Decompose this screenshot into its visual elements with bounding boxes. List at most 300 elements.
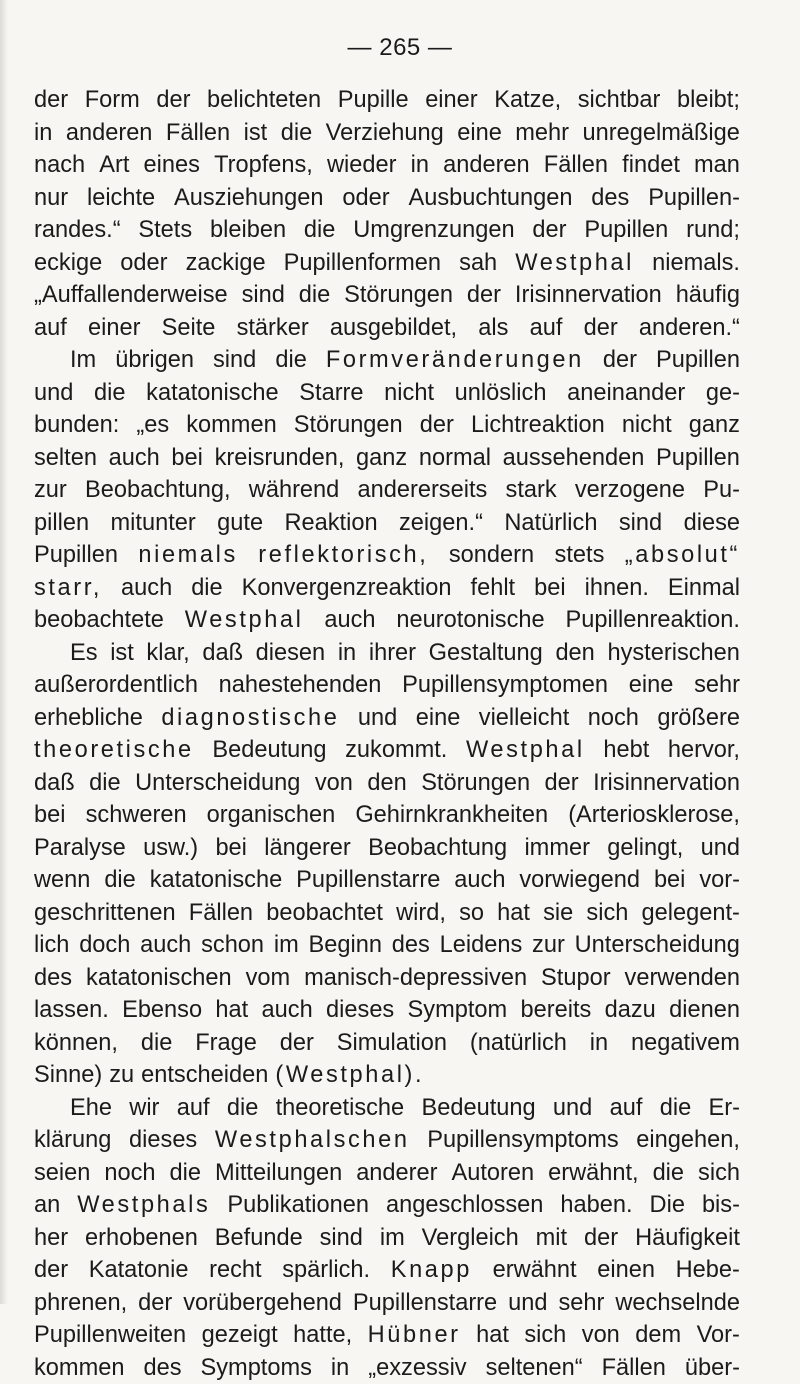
word: Katatonie (89, 1254, 189, 1287)
word: „exzessiv (368, 1352, 466, 1384)
word: auch (454, 864, 505, 897)
word: des (34, 962, 72, 995)
word: eingehen, (636, 1124, 740, 1157)
word: die (299, 279, 331, 312)
word: wieder (327, 149, 397, 182)
word: die (191, 572, 223, 605)
text-line (34, 994, 740, 1027)
word: klar, (146, 637, 189, 670)
word: ist (244, 117, 268, 150)
word: dazu (605, 994, 656, 1027)
word: her (34, 1222, 68, 1255)
word: spärlich. (282, 1254, 370, 1287)
text-line (34, 702, 740, 735)
word: ist (110, 637, 134, 670)
word: stärker (237, 312, 309, 345)
text-line (34, 1287, 740, 1320)
word: Pupillen (584, 214, 668, 247)
word: sind (242, 279, 285, 312)
word: des (392, 929, 430, 962)
word: sah (459, 247, 497, 280)
word: Im (70, 344, 96, 377)
word: sich (698, 1157, 740, 1190)
word: einer (425, 84, 477, 117)
word: eine (457, 117, 502, 150)
word: der (584, 312, 618, 345)
word: hat (476, 1319, 509, 1352)
word: Pupillenweiten (34, 1319, 186, 1352)
word: der (545, 767, 579, 800)
word: Reaktion (284, 507, 377, 540)
word: in (590, 1027, 608, 1060)
word: Pupillensymptomen (402, 669, 608, 702)
word: Hübner (368, 1319, 461, 1352)
word: hebt (603, 734, 649, 767)
word: seien (34, 1157, 90, 1190)
word: nicht (622, 409, 672, 442)
word: kommen (34, 1352, 124, 1384)
word: sich (586, 897, 628, 930)
word: vorwiegend (519, 864, 640, 897)
word: längerer (264, 832, 351, 865)
word: erhebliche (34, 702, 143, 735)
word: eine (416, 702, 461, 735)
text-line (34, 214, 740, 247)
word: Beginn (309, 929, 382, 962)
word: Art (99, 149, 129, 182)
text-line (34, 442, 740, 475)
word: Bedeutung (212, 734, 326, 767)
text-line (34, 897, 740, 930)
text-line (34, 929, 740, 962)
text-line (34, 832, 740, 865)
word: Stets (138, 214, 192, 247)
word: beobachtet (266, 897, 383, 930)
word: Stupor (541, 962, 611, 995)
word: hat (497, 897, 530, 930)
word: oder (342, 182, 389, 215)
word: Lichtreaktion (471, 409, 605, 442)
word: Konvergenzreaktion (242, 572, 452, 605)
word: lich (34, 929, 69, 962)
word: bei (654, 864, 686, 897)
word: der (280, 1027, 314, 1060)
word: katatonische (146, 377, 278, 410)
text-line (34, 1222, 740, 1255)
word: Westphal (185, 604, 304, 637)
word: schon (201, 929, 264, 962)
word: ihrer (369, 637, 416, 670)
word: organischen (207, 799, 336, 832)
word: der (138, 1287, 172, 1320)
word: klärung (34, 1124, 111, 1157)
text-line (34, 1059, 740, 1092)
word: diese (684, 507, 740, 540)
text-line (34, 799, 740, 832)
word: Unterscheidung (575, 929, 740, 962)
word: den (555, 637, 594, 670)
word: vom (246, 962, 291, 995)
text-line (34, 507, 740, 540)
word: Häufigkeit (635, 1222, 740, 1255)
text-line (34, 117, 740, 150)
word: in (411, 149, 429, 182)
text-line (34, 1124, 740, 1157)
word: katatonischen (86, 962, 232, 995)
word: Natürlich (504, 507, 597, 540)
page-body (34, 84, 740, 1384)
word: bei (534, 572, 566, 605)
word: phrenen, (34, 1287, 127, 1320)
word: diesen (256, 637, 326, 670)
word: der (584, 1222, 618, 1255)
word: Ebenso (122, 994, 202, 1027)
word: bei (171, 442, 203, 475)
word: nur (34, 182, 68, 215)
word: Seite (162, 312, 216, 345)
word: sichtbar (578, 84, 661, 117)
word: anderer (356, 1157, 437, 1190)
word: „absolut“ (625, 539, 740, 572)
word: der (34, 1254, 68, 1287)
word: Pupillenstarre (296, 864, 440, 897)
word: Pupillensymptoms (427, 1124, 618, 1157)
word: normal (419, 442, 491, 475)
text-line (34, 1352, 740, 1384)
word: diagnostische (161, 702, 339, 735)
word: reflektorisch, (258, 539, 428, 572)
scan-edge (0, 0, 8, 1304)
word: Pupillen- (648, 182, 740, 215)
word: kreisrunden, (215, 442, 345, 475)
word: von (582, 1319, 620, 1352)
word: wird, (396, 897, 446, 930)
word: zeigen.“ (399, 507, 483, 540)
word: lassen. (34, 994, 109, 1027)
word: pillen (34, 507, 89, 540)
word: die (227, 1092, 259, 1125)
word: findet (622, 149, 680, 182)
word: wenn (34, 864, 90, 897)
word: aneinander (567, 377, 685, 410)
text-line (34, 1092, 740, 1125)
word: Ausbuchtungen (408, 182, 572, 215)
word: Westphalschen (215, 1124, 410, 1157)
word: die (89, 767, 121, 800)
word: ausgebildet, (330, 312, 457, 345)
word: und (34, 377, 73, 410)
word: Publikationen (227, 1189, 369, 1222)
word: (natürlich (470, 1027, 567, 1060)
word: nach (34, 149, 85, 182)
word: noch (104, 1157, 155, 1190)
word: die (304, 214, 336, 247)
word: fehlt (471, 572, 516, 605)
word: noch (588, 702, 639, 735)
word: Ehe (70, 1092, 112, 1125)
word: mehr (515, 117, 569, 150)
word: niemals. (652, 247, 740, 280)
word: Irisinnervation (515, 279, 662, 312)
word: Beobachtung, (85, 474, 231, 507)
word: doch (79, 929, 130, 962)
word: anderen (66, 117, 153, 150)
word: rund; (686, 214, 740, 247)
word: theoretische (276, 1092, 405, 1125)
word: den (367, 767, 406, 800)
word: dem (635, 1319, 681, 1352)
word: Paralyse (34, 832, 126, 865)
text-line (34, 1027, 740, 1060)
word: unlöslich (455, 377, 547, 410)
word: und (508, 1287, 547, 1320)
word: der (34, 84, 68, 117)
word: Pupillen (34, 539, 118, 572)
word: auch (140, 929, 191, 962)
word: niemals (138, 539, 238, 572)
word: Er- (709, 1092, 740, 1125)
word: Umgrenzungen (353, 214, 514, 247)
word: in (331, 1352, 349, 1384)
word: größere (657, 702, 740, 735)
word: ihnen. (585, 572, 649, 605)
word: an (34, 1189, 60, 1222)
word: Störungen (421, 767, 530, 800)
word: starr, (34, 572, 102, 605)
word: Unterscheidung (135, 767, 300, 800)
word: Westphals (77, 1189, 210, 1222)
word: Knapp (391, 1254, 472, 1287)
word: beobachtete (34, 604, 164, 637)
word: haben. (560, 1189, 632, 1222)
word: auch (121, 572, 172, 605)
text-line (34, 84, 740, 117)
word: katatonische (150, 864, 282, 897)
word: auf (177, 1092, 210, 1125)
word: vorübergehend (183, 1287, 342, 1320)
text-line (34, 1157, 740, 1190)
text-line (34, 1319, 740, 1352)
word: Sinne) (34, 1059, 102, 1092)
word: unregelmäßige (583, 117, 740, 150)
word: Mitteilungen (215, 1157, 342, 1190)
word: angeschlossen (386, 1189, 543, 1222)
text-line (34, 409, 740, 442)
word: auf (530, 312, 563, 345)
word: zur (532, 929, 565, 962)
word: auch (262, 994, 313, 1027)
word: zukommt. (345, 734, 447, 767)
word: negativem (631, 1027, 740, 1060)
text-line (34, 669, 740, 702)
word: man (694, 149, 740, 182)
word: erwähnt (493, 1254, 577, 1287)
word: und (358, 702, 397, 735)
text-line (34, 1189, 740, 1222)
word: Verziehung (326, 117, 444, 150)
word: in (338, 637, 356, 670)
word: Pupillenstarre (353, 1287, 497, 1320)
text-line (34, 312, 740, 345)
word: die (281, 117, 313, 150)
word: so (459, 897, 484, 930)
word: im (380, 1222, 405, 1255)
word: erhobenen (85, 1222, 198, 1255)
word: Befunde (215, 1222, 303, 1255)
word: außerordentlich (34, 669, 198, 702)
word: bei (215, 832, 247, 865)
word: die (660, 1092, 692, 1125)
word: auch (109, 442, 160, 475)
word: einer (88, 312, 140, 345)
word: der (603, 344, 637, 377)
word: Tropfens, (214, 149, 313, 182)
word: gute (217, 507, 263, 540)
word: Pupillenreaktion. (566, 604, 740, 637)
word: selten (34, 442, 97, 475)
word: sich (524, 1319, 566, 1352)
word: ge- (706, 377, 740, 410)
word: leichte (87, 182, 155, 215)
word: daß (34, 767, 75, 800)
word: der (156, 84, 190, 117)
word: stets (555, 539, 605, 572)
text-line (34, 1254, 740, 1287)
word: Form (85, 84, 140, 117)
word: mitunter (111, 507, 196, 540)
word: eine (629, 669, 674, 702)
word: und (553, 1092, 592, 1125)
word: sehr (694, 669, 740, 702)
word: Frage (195, 1027, 257, 1060)
word: die (94, 377, 126, 410)
word: anderen (443, 149, 530, 182)
word: dienen (669, 994, 740, 1027)
word: Beobachtung (368, 832, 507, 865)
word: theoretische (34, 734, 194, 767)
word: gezeigt (202, 1319, 278, 1352)
word: stark (506, 474, 557, 507)
word: dieses (326, 994, 394, 1027)
word: gelingt, (607, 832, 683, 865)
text-line (34, 344, 740, 377)
word: bis- (702, 1189, 740, 1222)
word: auch (324, 604, 375, 637)
word: Fällen (189, 897, 253, 930)
text-line (34, 377, 740, 410)
word: anderen.“ (639, 312, 740, 345)
word: Formveränderungen (326, 344, 584, 377)
word: zackige (186, 247, 266, 280)
word: geschrittenen (34, 897, 176, 930)
word: Die (650, 1189, 685, 1222)
word: die (653, 1157, 685, 1190)
word: Westphal (466, 734, 585, 767)
text-line (34, 182, 740, 215)
word: andererseits (357, 474, 487, 507)
word: manisch-depressiven (304, 962, 527, 995)
word: bei (34, 799, 66, 832)
word: in (34, 117, 52, 150)
text-line (34, 864, 740, 897)
word: Irisinnervation (593, 767, 740, 800)
text-line (34, 474, 740, 507)
word: gelegent- (642, 897, 740, 930)
word: Starre (299, 377, 363, 410)
word: im (274, 929, 299, 962)
word: verwenden (625, 962, 740, 995)
word: von (315, 767, 353, 800)
text-line (34, 279, 740, 312)
text-line (34, 962, 740, 995)
word: Fällen (544, 149, 608, 182)
word: Vor- (697, 1319, 740, 1352)
word: häufig (676, 279, 740, 312)
word: der (532, 214, 566, 247)
word: Hebe- (676, 1254, 740, 1287)
word: nicht (384, 377, 434, 410)
word: (Arteriosklerose, (568, 799, 740, 832)
word: ganz (689, 409, 740, 442)
word: die (170, 1157, 202, 1190)
text-line (34, 767, 740, 800)
word: hervor, (668, 734, 740, 767)
word: Katze, (494, 84, 561, 117)
word: die (275, 344, 307, 377)
text-line (34, 247, 740, 280)
word: der (467, 279, 501, 312)
word: können, (34, 1027, 118, 1060)
word: schweren (86, 799, 187, 832)
word: bleiben (210, 214, 286, 247)
word: bereits (521, 994, 592, 1027)
word: und (701, 832, 740, 865)
word: Symptoms (201, 1352, 312, 1384)
word: während (249, 474, 340, 507)
word: mit (536, 1222, 567, 1255)
word: immer (524, 832, 590, 865)
word: hatte, (293, 1319, 352, 1352)
word: einen (597, 1254, 655, 1287)
word: zur (34, 474, 67, 507)
word: Fällen (602, 1352, 666, 1384)
word: (Westphal). (275, 1059, 424, 1092)
word: eckige (34, 247, 102, 280)
word: auf (610, 1092, 643, 1125)
word: sondern (449, 539, 534, 572)
word: hat (215, 994, 248, 1027)
word: sind (619, 507, 662, 540)
word: Leidens (440, 929, 523, 962)
word: Einmal (668, 572, 740, 605)
word: Westphal (515, 247, 634, 280)
word: oder (120, 247, 167, 280)
word: wechselnde (615, 1287, 740, 1320)
word: Störungen (344, 279, 453, 312)
word: Pu- (703, 474, 740, 507)
word: Fällen (166, 117, 230, 150)
word: Gestaltung (429, 637, 543, 670)
word: über- (685, 1352, 740, 1384)
text-line (34, 539, 740, 572)
word: übrigen (115, 344, 194, 377)
word: sie (543, 897, 573, 930)
word: daß (202, 637, 243, 670)
word: wir (129, 1092, 159, 1125)
word: Pupillenformen (284, 247, 441, 280)
word: erwähnt, (548, 1157, 639, 1190)
word: aussehenden (503, 442, 645, 475)
